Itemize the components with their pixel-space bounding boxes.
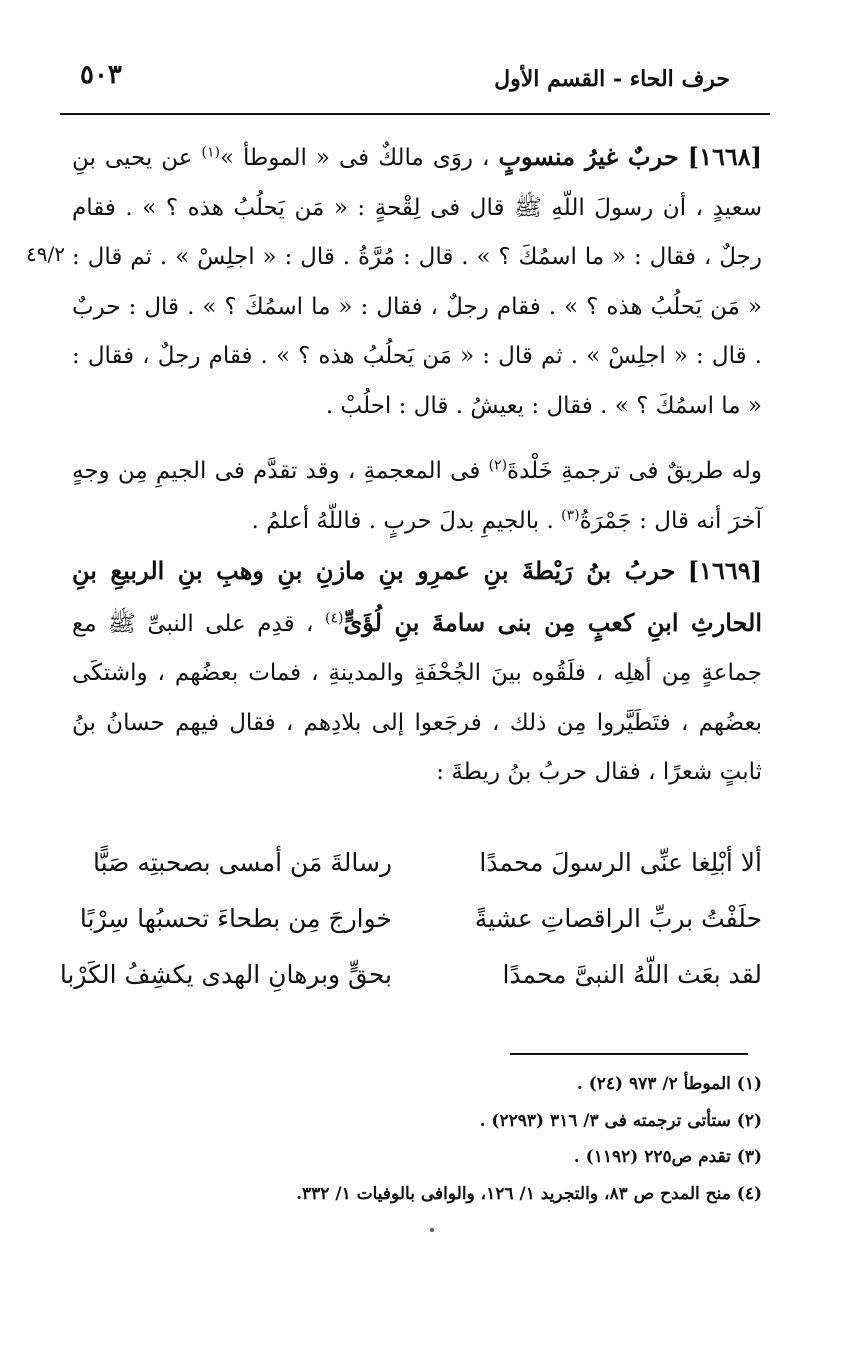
hemistich-first: حلَفْتُ بربِّ الراقصاتِ عشيةً (474, 904, 762, 933)
page-header (60, 58, 770, 100)
paragraph-text: فى المعجمةِ ، وقد تقدَّم فى الجيمِ مِن وجهٍ آخرَ أنه قال : جَمْرَةُ (72, 458, 762, 534)
hemistich-first: ألا أبْلِغا عنِّى الرسولَ محمدًا (479, 848, 762, 877)
page-number: ٥٠٣ (80, 60, 122, 90)
paragraph-text: . بالجيمِ بدلَ حربٍ . فاللّهُ أعلمُ . (251, 507, 554, 534)
hemistich-second: بحقٍّ وبرهانِ الهدى يكشِفُ الكَرْبا (59, 960, 392, 989)
poem-verse (59, 960, 762, 1016)
poem-verse (72, 848, 762, 904)
print-mark (430, 1228, 434, 1232)
entry-title: حربُ بنُ رَيْطةَ بنِ عمرِو بنِ مازنِ بنِ وهبِ بنِ الربيعِ بنِ الحارثِ ابنِ كعبٍ مِن بنى سامةَ بنِ لُؤَىٍّ (72, 556, 762, 637)
footnote-ref: (١) (201, 144, 220, 161)
header-rule (60, 113, 770, 115)
entry-text: ، قدِم على النبىِّ ﷺ مع جماعةٍ مِن أهلِه ، فلَقُوه بينَ الجُحْفَةِ والمدينةِ ، فمات بعضُهم ، واشتكَى بعضُهم ، فتَطَيَّروا مِن ذلك ، فرجَعوا إلى بلادِهم ، فقال فيهم حسانُ بنُ ثابتٍ شعرًا ، فقال حربُ بنُ ريطةَ : (72, 610, 762, 785)
entry-number: [١٦٦٩] (687, 556, 763, 585)
hemistich-first: لقد بعَث اللّهُ النبىَّ محمدًا (502, 960, 762, 989)
margin-reference: ٤٩/٢ (26, 242, 65, 266)
paragraph-tariq (72, 447, 762, 546)
entry-text: ، روَى مالكٌ فى « الموطأ » (219, 145, 490, 171)
footnote: (١) الموطأ ٢/ ٩٧٣ (٢٤) . (576, 1074, 762, 1094)
main-text (72, 132, 762, 798)
poem (59, 848, 762, 1016)
footnote: (٣) تقدم ص٢٢٥ (١١٩٢) . (573, 1147, 762, 1167)
entry-number: [١٦٦٨] (687, 142, 763, 171)
footnote-separator (510, 1053, 748, 1055)
paragraph-text: وله طريقٌ فى ترجمةِ خَلْدةَ (507, 458, 763, 484)
footnote: (٤) منح المدح ص ٨٣، والتجريد ١/ ١٢٦، والوافى بالوفيات ١/ ٣٣٢. (296, 1183, 762, 1204)
poem-verse (72, 904, 762, 960)
footnote: (٢) ستأتى ترجمته فى ٣/ ٣١٦ (٢٢٩٣) . (479, 1110, 762, 1131)
entry-title: حربٌ غيرُ منسوبٍ (498, 142, 679, 171)
footnote-ref: (٢) (488, 457, 508, 474)
footnote-ref: (٣) (561, 506, 580, 523)
entry-1668 (72, 132, 762, 431)
entry-text: عن يحيى بنِ سعيدٍ ، أن رسولَ اللّهِ ﷺ قال فى لِقْحةٍ : « مَن يَحلُبُ هذه ؟ » . فقام رجلٌ ، فقال : « ما اسمُكَ ؟ » . قال : مُرَّةُ . قال : « اجلِسْ » . ثم قال : « مَن يَحلُبُ هذه ؟ » . فقام رجلٌ ، فقال : « ما اسمُكَ ؟ » . قال : حربٌ . قال : « اجلِسْ » . ثم قال : « مَن يَحلُبُ هذه ؟ » . فقام رجلٌ ، فقال : « ما اسمُكَ ؟ » . فقال : يعيشُ . قال : احلُبْ . (72, 145, 762, 419)
hemistich-second: خوارجَ مِن بطحاءَ تحسبُها سِرْبًا (79, 904, 392, 933)
hemistich-second: رسالةَ مَن أمسى بصحبتِه صَبًّا (93, 848, 392, 877)
running-title: حرف الحاء - القسم الأول (494, 66, 730, 92)
footnotes (72, 1066, 762, 1212)
footnote-ref: (٤) (324, 609, 344, 626)
entry-1669 (72, 546, 762, 798)
